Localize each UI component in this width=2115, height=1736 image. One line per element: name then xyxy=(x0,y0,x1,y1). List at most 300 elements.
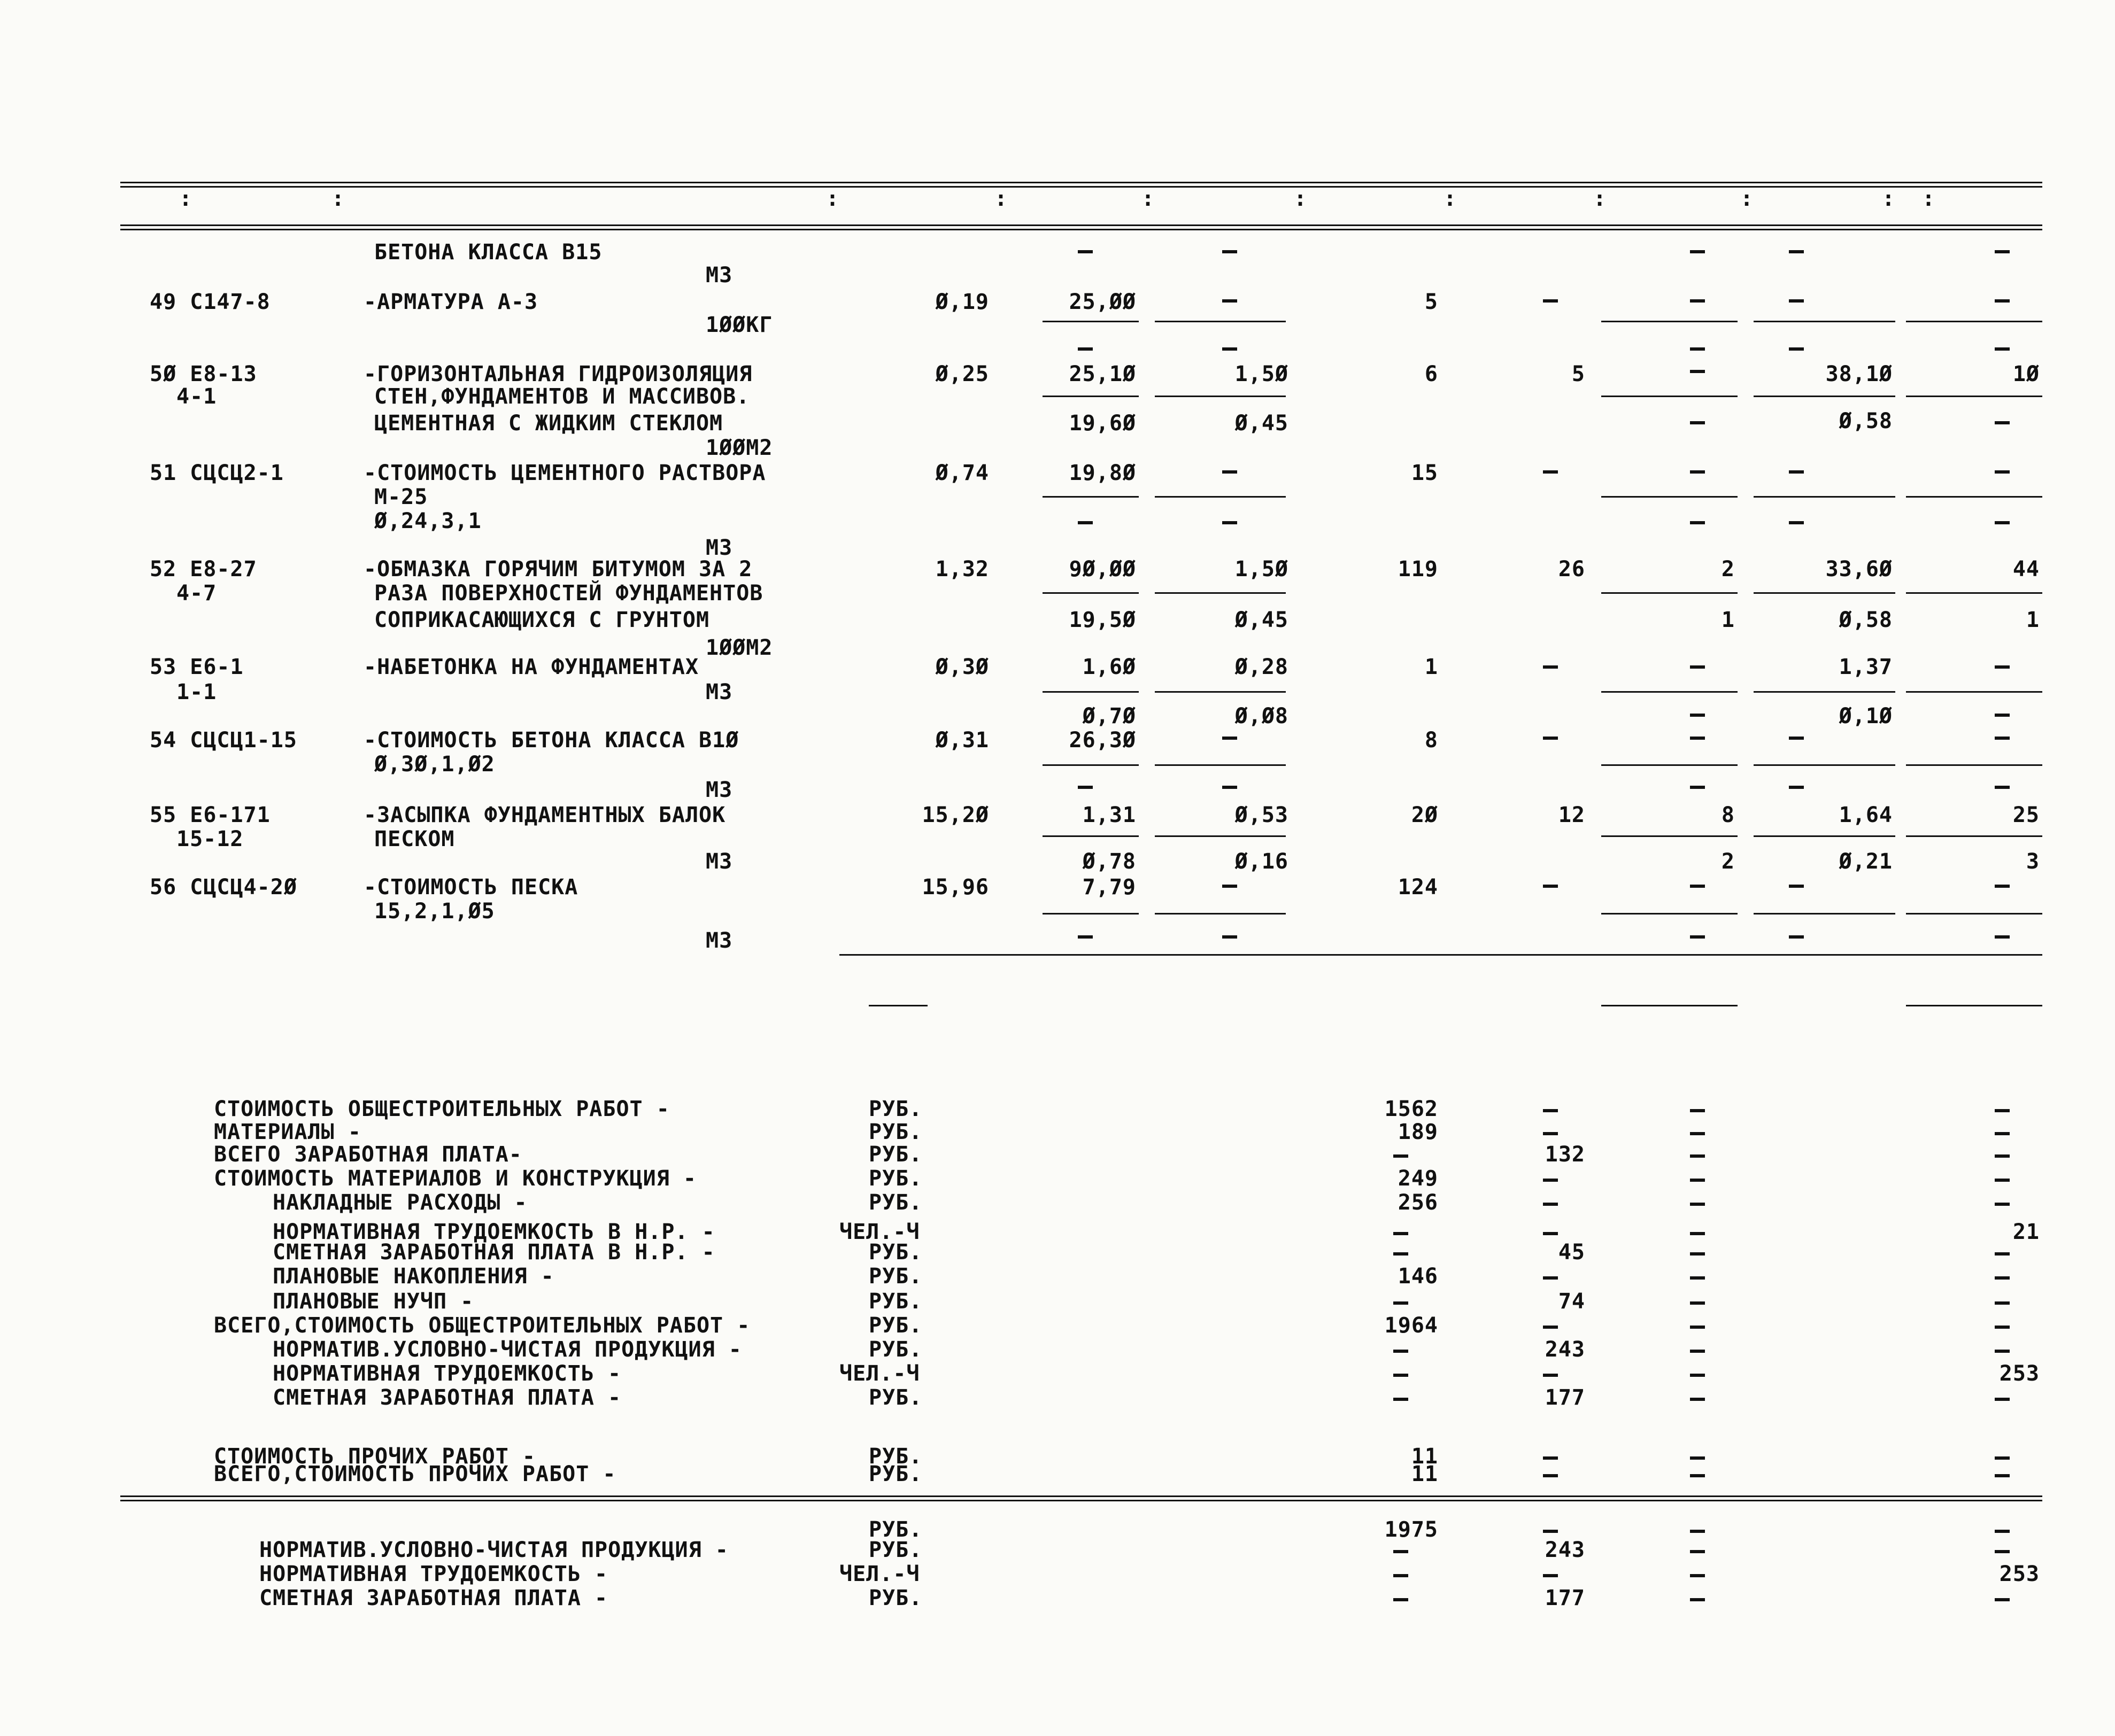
rule-line xyxy=(1690,1474,1705,1477)
rule-line xyxy=(1995,421,2010,424)
cell-text: 1 xyxy=(1424,655,1438,679)
cell-text: Ø,21 xyxy=(1839,849,1893,874)
rule-line xyxy=(1393,1350,1408,1353)
cell-text: Ø,45 xyxy=(1234,411,1288,436)
summary-unit: ЧЕЛ.-Ч xyxy=(839,1220,920,1244)
rule-line xyxy=(1789,470,1804,474)
rule-line xyxy=(1995,737,2010,740)
rule-line xyxy=(1155,835,1286,837)
rule-line xyxy=(1222,737,1237,740)
cell-text: М3 xyxy=(706,778,733,802)
rule-line xyxy=(1754,396,1895,397)
cell-text: 3 xyxy=(2026,849,2040,874)
summary-unit: РУБ. xyxy=(869,1190,923,1215)
cell-text: 5 xyxy=(1424,290,1438,314)
cell-text: 15 xyxy=(1411,461,1438,485)
cell-text: М3 xyxy=(706,849,733,874)
rule-line xyxy=(1078,250,1093,253)
cell-text: 15-12 xyxy=(176,827,244,851)
summary-label: СТОИМОСТЬ ПРОЧИХ РАБОТ - xyxy=(214,1444,536,1469)
rule-line xyxy=(1995,665,2010,669)
rule-line xyxy=(1601,321,1738,322)
cell-text: 15,2,1,Ø5 xyxy=(374,899,495,924)
cell-text: М3 xyxy=(706,928,733,953)
rule-line xyxy=(1690,1398,1705,1401)
summary-unit: ЧЕЛ.-Ч xyxy=(839,1562,920,1586)
rule-line xyxy=(1543,1456,1558,1460)
summary-c8: 74 xyxy=(1558,1289,1585,1314)
cell-text: 15,2Ø xyxy=(922,803,989,827)
cell-text: Ø,78 xyxy=(1082,849,1136,874)
rule-line xyxy=(1690,470,1705,474)
rule-line xyxy=(1543,299,1558,303)
cell-text: 9Ø,ØØ xyxy=(1069,557,1136,582)
rule-line xyxy=(1906,396,2042,397)
cell-text: Ø,28 xyxy=(1234,655,1288,679)
rule-line xyxy=(1543,1179,1558,1182)
cell-text: 19,8Ø xyxy=(1069,461,1136,485)
cell-text: 51 СЦСЦ2-1 xyxy=(150,461,284,485)
cell-text: 4-7 xyxy=(176,581,217,606)
cell-text: 124 xyxy=(1398,875,1438,900)
rule-line xyxy=(1754,691,1895,693)
summary-c8: 177 xyxy=(1545,1586,1585,1610)
rule-line xyxy=(1690,1350,1705,1353)
rule-line xyxy=(1906,321,2042,322)
rule-line xyxy=(1690,1530,1705,1533)
rule-line xyxy=(1754,321,1895,322)
rule-line xyxy=(1690,1276,1705,1280)
rule-line xyxy=(1789,935,1804,939)
rule-line xyxy=(1690,885,1705,888)
cell-text: 19,6Ø xyxy=(1069,411,1136,436)
rule-line xyxy=(1078,935,1093,939)
rule-line xyxy=(1601,396,1738,397)
rule-line xyxy=(1690,1301,1705,1305)
summary-unit: РУБ. xyxy=(869,1444,923,1469)
summary-c11: 253 xyxy=(1999,1361,2040,1386)
summary-unit: РУБ. xyxy=(869,1264,923,1289)
rule-line xyxy=(1754,835,1895,837)
rule-line xyxy=(1995,1550,2010,1553)
rule-line xyxy=(1906,913,2042,914)
rule-line xyxy=(1995,786,2010,789)
rule-line xyxy=(1393,1154,1408,1158)
rule-line xyxy=(1906,691,2042,693)
cell-text: Ø,16 xyxy=(1234,849,1288,874)
cell-text: 25 xyxy=(2012,803,2040,827)
rule-line xyxy=(1789,786,1804,789)
summary-c7: 11 xyxy=(1411,1444,1438,1469)
cell-text: ЦЕМЕНТНАЯ С ЖИДКИМ СТЕКЛОМ xyxy=(374,411,723,436)
cell-text: 1,32 xyxy=(935,557,989,582)
rule-line xyxy=(1543,1132,1558,1135)
cell-text: 25,ØØ xyxy=(1069,290,1136,314)
rule-line xyxy=(1601,592,1738,594)
rule-line xyxy=(1995,1398,2010,1401)
rule-line xyxy=(120,1495,2042,1497)
rule-line xyxy=(1690,421,1705,424)
rule-line xyxy=(1043,913,1139,914)
rule-line xyxy=(1789,250,1804,253)
summary-unit: РУБ. xyxy=(869,1166,923,1191)
rule-line xyxy=(1155,764,1286,766)
rule-line xyxy=(839,954,2042,956)
cell-text: СТЕН,ФУНДАМЕНТОВ И МАССИВОВ. xyxy=(374,384,750,409)
summary-unit: РУБ. xyxy=(869,1289,923,1314)
cell-text: 1,64 xyxy=(1839,803,1893,827)
rule-line xyxy=(1754,913,1895,914)
rule-line xyxy=(1078,786,1093,789)
cell-text: 1Ø xyxy=(2012,362,2040,386)
rule-line xyxy=(1690,250,1705,253)
cell-text: 26 xyxy=(1558,557,1585,582)
summary-c11: 21 xyxy=(2012,1220,2040,1244)
rule-line xyxy=(1690,1252,1705,1256)
summary-label: НОРМАТИВ.УСЛОВНО-ЧИСТАЯ ПРОДУКЦИЯ - xyxy=(273,1337,742,1362)
rule-line xyxy=(1690,370,1705,373)
cell-text: 26,3Ø xyxy=(1069,728,1136,753)
summary-label: НОРМАТИВНАЯ ТРУДОЕМКОСТЬ В Н.Р. - xyxy=(273,1220,715,1244)
column-separator: : xyxy=(826,187,840,211)
summary-unit: РУБ. xyxy=(869,1097,923,1121)
cell-text: РАЗА ПОВЕРХНОСТЕЙ ФУНДАМЕНТОВ xyxy=(374,581,763,606)
rule-line xyxy=(1043,321,1139,322)
summary-c7: 146 xyxy=(1398,1264,1438,1289)
cell-text: БЕТОНА КЛАССА В15 xyxy=(374,240,603,265)
cell-text: 4-1 xyxy=(176,384,217,409)
cell-text: М3 xyxy=(706,263,733,288)
rule-line xyxy=(1543,1203,1558,1206)
rule-line xyxy=(1043,835,1139,837)
cell-text: 52 Е8-27 xyxy=(150,557,257,582)
column-separator: : xyxy=(1922,187,1936,211)
rule-line xyxy=(1789,299,1804,303)
rule-line xyxy=(1690,1598,1705,1601)
rule-line xyxy=(1995,1132,2010,1135)
cell-text: Ø,53 xyxy=(1234,803,1288,827)
rule-line xyxy=(1690,1203,1705,1206)
rule-line xyxy=(1995,1154,2010,1158)
rule-line xyxy=(1543,665,1558,669)
summary-unit: РУБ. xyxy=(869,1142,923,1167)
cell-text: 44 xyxy=(2012,557,2040,582)
summary-c8: 132 xyxy=(1545,1142,1585,1167)
summary-unit: РУБ. xyxy=(869,1538,923,1562)
summary-label: СТОИМОСТЬ МАТЕРИАЛОВ И КОНСТРУКЦИЯ - xyxy=(214,1166,697,1191)
cell-text: Ø,Ø8 xyxy=(1234,704,1288,728)
cell-text: Ø,3Ø,1,Ø2 xyxy=(374,752,495,777)
rule-line xyxy=(1995,250,2010,253)
rule-line xyxy=(120,182,2042,183)
cell-text: 33,6Ø xyxy=(1825,557,1893,582)
summary-label: ВСЕГО,СТОИМОСТЬ ОБЩЕСТРОИТЕЛЬНЫХ РАБОТ - xyxy=(214,1313,751,1338)
rule-line xyxy=(1222,299,1237,303)
rule-line xyxy=(1690,1326,1705,1329)
cell-text: М3 xyxy=(706,536,733,560)
rule-line xyxy=(1995,521,2010,524)
rule-line xyxy=(1690,299,1705,303)
summary-label: СТОИМОСТЬ ОБЩЕСТРОИТЕЛЬНЫХ РАБОТ - xyxy=(214,1097,670,1121)
rule-line xyxy=(120,224,2042,226)
cell-text: 2 xyxy=(1721,557,1735,582)
rule-line xyxy=(1906,592,2042,594)
rule-line xyxy=(1155,496,1286,498)
cell-text: 25,1Ø xyxy=(1069,362,1136,386)
summary-unit: РУБ. xyxy=(869,1120,923,1144)
rule-line xyxy=(1690,1374,1705,1377)
cell-text: 38,1Ø xyxy=(1825,362,1893,386)
summary-c7: 1975 xyxy=(1384,1517,1438,1542)
cell-text: 2Ø xyxy=(1411,803,1438,827)
rule-line xyxy=(1995,1203,2010,1206)
rule-line xyxy=(1995,1456,2010,1460)
rule-line xyxy=(1393,1252,1408,1256)
summary-label: НОРМАТИВНАЯ ТРУДОЕМКОСТЬ - xyxy=(273,1361,622,1386)
cell-text: 5 xyxy=(1571,362,1585,386)
rule-line xyxy=(1690,665,1705,669)
cell-text: Ø,1Ø xyxy=(1839,704,1893,728)
rule-line xyxy=(1789,737,1804,740)
cell-text: 8 xyxy=(1424,728,1438,753)
summary-c8: 243 xyxy=(1545,1337,1585,1362)
rule-line xyxy=(1078,347,1093,351)
cell-text: 7,79 xyxy=(1082,875,1136,900)
cell-text: 1,5Ø xyxy=(1234,557,1288,582)
rule-line xyxy=(1543,1474,1558,1477)
rule-line xyxy=(1995,1301,2010,1305)
cell-text: 119 xyxy=(1398,557,1438,582)
cell-text: -ЗАСЫПКА ФУНДАМЕНТНЫХ БАЛОК xyxy=(364,803,726,827)
cell-text: 55 Е6-171 xyxy=(150,803,271,827)
cell-text: 54 СЦСЦ1-15 xyxy=(150,728,297,753)
summary-label: НОРМАТИВНАЯ ТРУДОЕМКОСТЬ - xyxy=(259,1562,608,1586)
rule-line xyxy=(1543,885,1558,888)
cell-text: ПЕСКОМ xyxy=(374,827,455,851)
rule-line xyxy=(1222,470,1237,474)
rule-line xyxy=(1543,470,1558,474)
rule-line xyxy=(1906,835,2042,837)
rule-line xyxy=(1155,592,1286,594)
summary-c7: 256 xyxy=(1398,1190,1438,1215)
rule-line xyxy=(1690,1574,1705,1577)
rule-line xyxy=(1690,1456,1705,1460)
cell-text: Ø,31 xyxy=(935,728,989,753)
rule-line xyxy=(1543,1326,1558,1329)
rule-line xyxy=(1995,714,2010,717)
column-separator: : xyxy=(331,187,345,211)
summary-label: НАКЛАДНЫЕ РАСХОДЫ - xyxy=(273,1190,528,1215)
cell-text: 1ØØКГ xyxy=(706,313,773,337)
column-separator: : xyxy=(179,187,193,211)
summary-label: СМЕТНАЯ ЗАРАБОТНАЯ ПЛАТА - xyxy=(259,1586,608,1610)
summary-c7: 1964 xyxy=(1384,1313,1438,1338)
cell-text: 2 xyxy=(1721,849,1735,874)
summary-unit: ЧЕЛ.-Ч xyxy=(839,1361,920,1386)
cell-text: 1 xyxy=(2026,608,2040,632)
rule-line xyxy=(1754,592,1895,594)
rule-line xyxy=(1995,1276,2010,1280)
cell-text: Ø,24,3,1 xyxy=(374,509,482,533)
rule-line xyxy=(1995,1530,2010,1533)
cell-text: Ø,58 xyxy=(1839,409,1893,433)
summary-unit: РУБ. xyxy=(869,1586,923,1610)
summary-c8: 45 xyxy=(1558,1240,1585,1265)
rule-line xyxy=(1043,691,1139,693)
rule-line xyxy=(1393,1232,1408,1235)
rule-line xyxy=(1906,1005,2042,1006)
rule-line xyxy=(1789,521,1804,524)
rule-line xyxy=(1995,1252,2010,1256)
rule-line xyxy=(1222,347,1237,351)
cell-text: -СТОИМОСТЬ ЦЕМЕНТНОГО РАСТВОРА xyxy=(364,461,766,485)
summary-label: ПЛАНОВЫЕ НУЧП - xyxy=(273,1289,474,1314)
cell-text: М-25 xyxy=(374,485,428,509)
rule-line xyxy=(1690,1232,1705,1235)
cell-text: 5Ø Е8-13 xyxy=(150,362,257,386)
rule-line xyxy=(1754,496,1895,498)
rule-line xyxy=(1995,885,2010,888)
rule-line xyxy=(1155,691,1286,693)
rule-line xyxy=(1601,691,1738,693)
rule-line xyxy=(1690,347,1705,351)
summary-c8: 243 xyxy=(1545,1538,1585,1562)
rule-line xyxy=(1393,1550,1408,1553)
rule-line xyxy=(1995,1179,2010,1182)
summary-label: СМЕТНАЯ ЗАРАБОТНАЯ ПЛАТА - xyxy=(273,1385,622,1410)
rule-line xyxy=(120,186,2042,188)
summary-c11: 253 xyxy=(1999,1562,2040,1586)
cell-text: 53 Е6-1 xyxy=(150,655,244,679)
cell-text: 15,96 xyxy=(922,875,989,900)
rule-line xyxy=(1543,1374,1558,1377)
rule-line xyxy=(1995,1598,2010,1601)
rule-line xyxy=(1393,1301,1408,1305)
rule-line xyxy=(1543,1530,1558,1533)
summary-label: НОРМАТИВ.УСЛОВНО-ЧИСТАЯ ПРОДУКЦИЯ - xyxy=(259,1538,729,1562)
cell-text: Ø,19 xyxy=(935,290,989,314)
rule-line xyxy=(1393,1598,1408,1601)
rule-line xyxy=(1995,1326,2010,1329)
summary-label: ПЛАНОВЫЕ НАКОПЛЕНИЯ - xyxy=(273,1264,554,1289)
rule-line xyxy=(1222,935,1237,939)
column-separator: : xyxy=(1882,187,1896,211)
rule-line xyxy=(1995,935,2010,939)
rule-line xyxy=(1222,250,1237,253)
cell-text: 1,31 xyxy=(1082,803,1136,827)
summary-label: ВСЕГО ЗАРАБОТНАЯ ПЛАТА- xyxy=(214,1142,522,1167)
rule-line xyxy=(1601,496,1738,498)
cell-text: -СТОИМОСТЬ БЕТОНА КЛАССА В1Ø xyxy=(364,728,739,753)
rule-line xyxy=(1690,737,1705,740)
summary-unit: РУБ. xyxy=(869,1337,923,1362)
cell-text: Ø,45 xyxy=(1234,608,1288,632)
cell-text: 49 С147-8 xyxy=(150,290,271,314)
rule-line xyxy=(1078,521,1093,524)
column-separator: : xyxy=(1740,187,1754,211)
cell-text: 19,5Ø xyxy=(1069,608,1136,632)
cell-text: М3 xyxy=(706,680,733,704)
cell-text: 8 xyxy=(1721,803,1735,827)
rule-line xyxy=(120,1500,2042,1501)
cell-text: -НАБЕТОНКА НА ФУНДАМЕНТАХ xyxy=(364,655,699,679)
rule-line xyxy=(1995,1350,2010,1353)
rule-line xyxy=(1690,1132,1705,1135)
cell-text: 1ØØМ2 xyxy=(706,636,773,660)
cell-text: 1,6Ø xyxy=(1082,655,1136,679)
cell-text: 1,5Ø xyxy=(1234,362,1288,386)
rule-line xyxy=(1601,764,1738,766)
rule-line xyxy=(869,1005,928,1006)
rule-line xyxy=(1543,1232,1558,1235)
summary-c7: 249 xyxy=(1398,1166,1438,1191)
summary-unit: РУБ. xyxy=(869,1462,923,1486)
rule-line xyxy=(1690,786,1705,789)
cell-text: Ø,74 xyxy=(935,461,989,485)
rule-line xyxy=(1601,835,1738,837)
summary-c7: 189 xyxy=(1398,1120,1438,1144)
summary-label: МАТЕРИАЛЫ - xyxy=(214,1120,361,1144)
summary-label: СМЕТНАЯ ЗАРАБОТНАЯ ПЛАТА В Н.Р. - xyxy=(273,1240,715,1265)
rule-line xyxy=(1995,470,2010,474)
cell-text: 6 xyxy=(1424,362,1438,386)
summary-c8: 177 xyxy=(1545,1385,1585,1410)
summary-unit: РУБ. xyxy=(869,1313,923,1338)
rule-line xyxy=(1995,1474,2010,1477)
cell-text: Ø,58 xyxy=(1839,608,1893,632)
rule-line xyxy=(1789,347,1804,351)
cell-text: 1-1 xyxy=(176,680,217,704)
rule-line xyxy=(120,229,2042,230)
rule-line xyxy=(1393,1374,1408,1377)
cell-text: 1 xyxy=(1721,608,1735,632)
rule-line xyxy=(1155,321,1286,322)
column-separator: : xyxy=(1141,187,1155,211)
summary-c7: 11 xyxy=(1411,1462,1438,1486)
cell-text: Ø,25 xyxy=(935,362,989,386)
rule-line xyxy=(1393,1574,1408,1577)
rule-line xyxy=(1155,913,1286,914)
column-separator: : xyxy=(1444,187,1457,211)
cell-text: 1ØØМ2 xyxy=(706,436,773,460)
summary-c7: 1562 xyxy=(1384,1097,1438,1121)
cell-text: -ГОРИЗОНТАЛЬНАЯ ГИДРОИЗОЛЯЦИЯ xyxy=(364,362,753,386)
rule-line xyxy=(1995,1109,2010,1112)
rule-line xyxy=(1543,1276,1558,1280)
rule-line xyxy=(1690,521,1705,524)
column-separator: : xyxy=(994,187,1008,211)
rule-line xyxy=(1789,885,1804,888)
column-separator: : xyxy=(1294,187,1308,211)
rule-line xyxy=(1754,764,1895,766)
rule-line xyxy=(1393,1398,1408,1401)
rule-line xyxy=(1043,592,1139,594)
cell-text: -ОБМАЗКА ГОРЯЧИМ БИТУМОМ ЗА 2 xyxy=(364,557,753,582)
rule-line xyxy=(1690,1550,1705,1553)
rule-line xyxy=(1043,396,1139,397)
rule-line xyxy=(1995,299,2010,303)
rule-line xyxy=(1543,1109,1558,1112)
summary-unit: РУБ. xyxy=(869,1385,923,1410)
rule-line xyxy=(1690,935,1705,939)
rule-line xyxy=(1690,714,1705,717)
rule-line xyxy=(1543,1574,1558,1577)
rule-line xyxy=(1043,496,1139,498)
cell-text: 1,37 xyxy=(1839,655,1893,679)
rule-line xyxy=(1601,1005,1738,1006)
summary-unit: РУБ. xyxy=(869,1240,923,1265)
rule-line xyxy=(1906,764,2042,766)
